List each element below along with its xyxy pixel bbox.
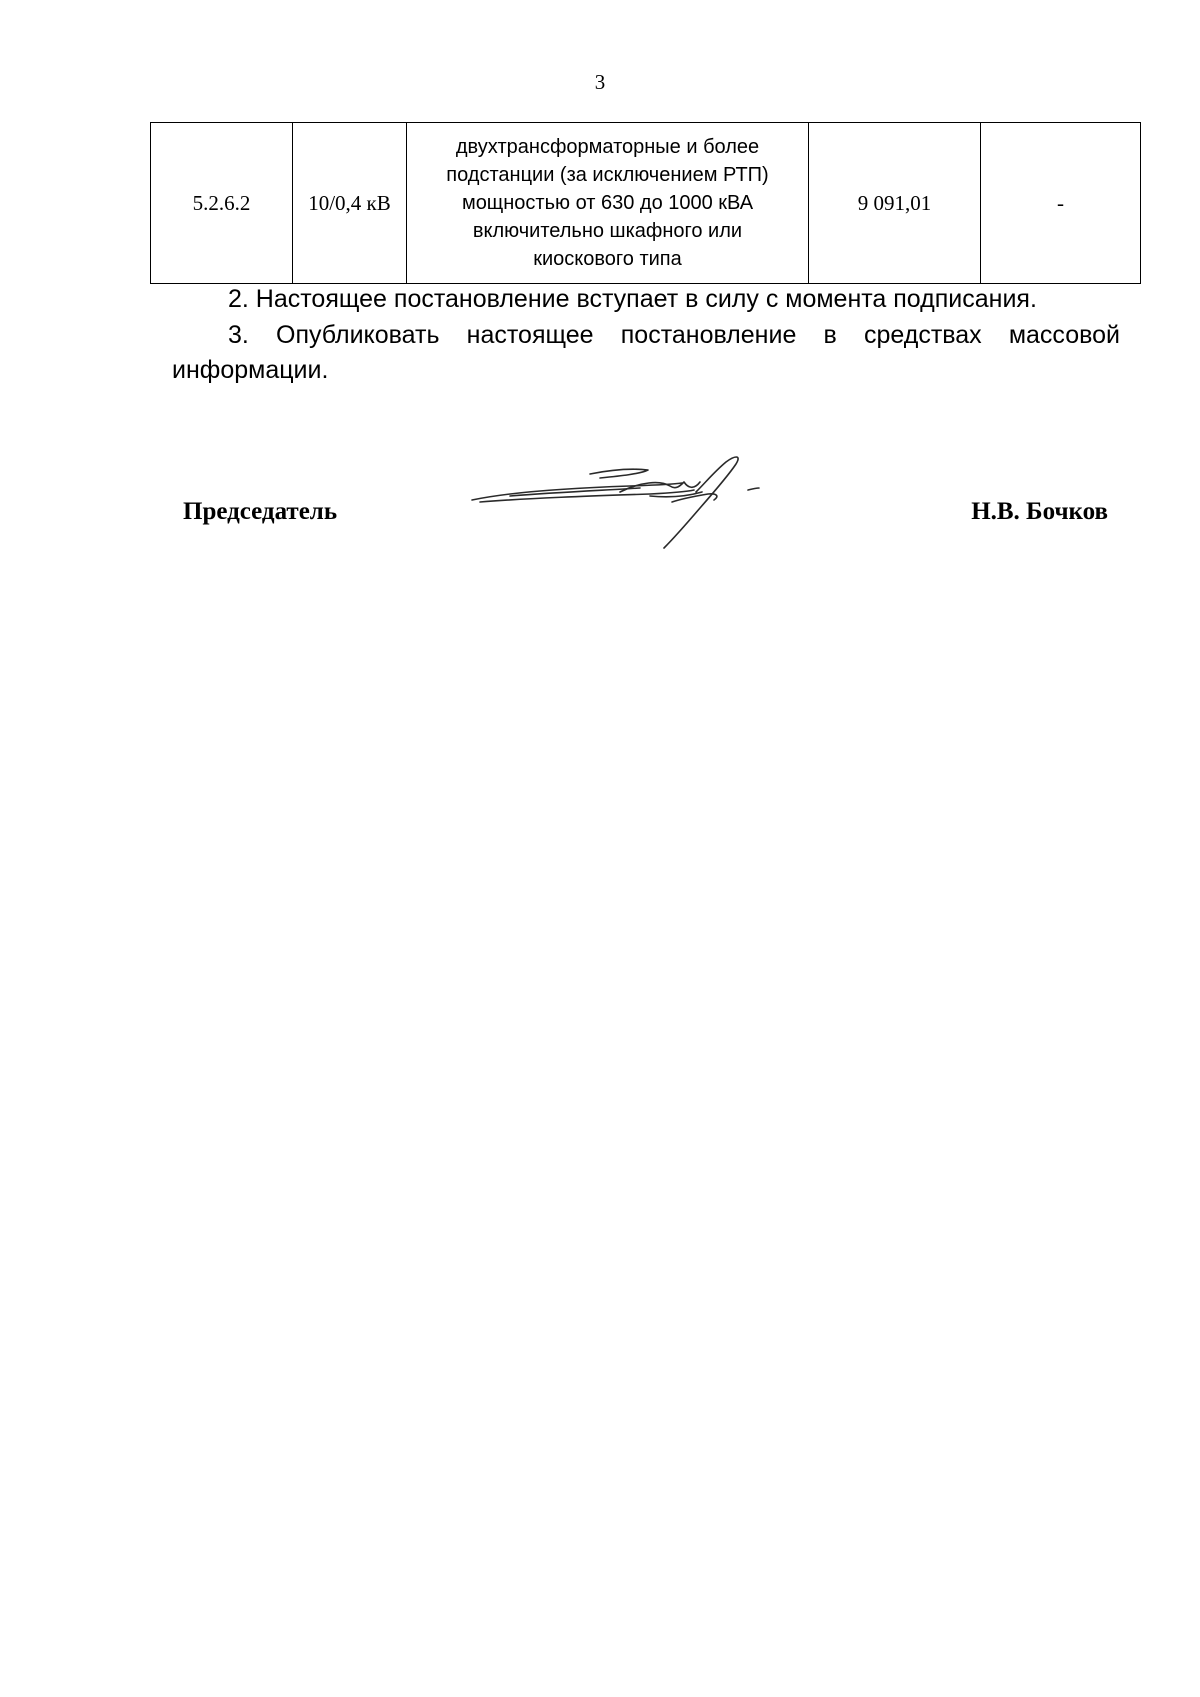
cell-voltage: 10/0,4 кВ xyxy=(293,123,407,284)
description-line: двухтрансформаторные и более xyxy=(455,136,760,158)
tariff-table xyxy=(150,122,1141,284)
signatory-name: Н.В. Бочков xyxy=(971,498,1108,525)
page-number: 3 xyxy=(594,70,606,94)
cell-value: 9 091,01 xyxy=(809,123,981,284)
paragraph-effective-date: 2. Настоящее постановление вступает в силу с момента подписания. xyxy=(228,285,1037,313)
cell-extra: - xyxy=(981,123,1141,284)
description-line: мощностью от 630 до 1000 кВА xyxy=(461,192,754,214)
description-line: подстанции (за исключением РТП) xyxy=(446,164,769,186)
description-line: киоскового типа xyxy=(533,248,682,270)
table-row xyxy=(151,123,1141,284)
description-line: включительно шкафного или xyxy=(472,220,743,242)
cell-code: 5.2.6.2 xyxy=(151,123,293,284)
signatory-title: Председатель xyxy=(183,498,338,525)
paragraph-publication: 3. Опубликовать настоящее постановление в средствах массовой информации. xyxy=(172,321,1120,384)
handwritten-signature xyxy=(470,452,780,552)
cell-description xyxy=(407,123,809,284)
